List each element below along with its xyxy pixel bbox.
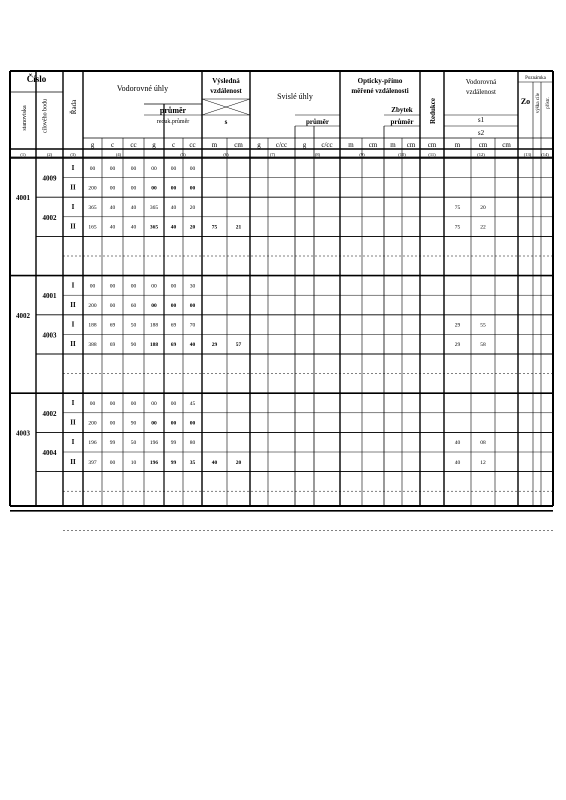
angle-cc: 00 [130,401,137,407]
header-merene: měřené vzdálenosti [351,87,409,95]
angle-g: 200 [88,303,97,309]
header-vodorovna-vzdalenost: vzdálenost [466,88,496,96]
angle-g: 188 [88,322,97,329]
mean-cc: 45 [189,401,196,407]
column-number: (8) [314,152,321,157]
header-prumer-zbytek: průměr [390,118,414,126]
mean-cc: 70 [189,322,196,329]
mean-g: 188 [149,342,159,349]
station-number: 4001 [16,194,30,203]
header-vodorovna: Vodorovná [465,78,497,86]
rada-label: II [70,457,76,466]
angle-cc: 50 [130,440,137,447]
s2-cm: 58 [480,342,486,349]
column-number: (11) [428,152,436,157]
mean-c: 69 [170,342,177,349]
unit-label: m [390,141,396,149]
header-vodorovne-uhly: Vodorovné úhly [116,84,169,93]
mean-c: 00 [170,420,177,427]
unit-label: cm [427,141,437,149]
header-s1: s1 [477,116,485,124]
mean-cc: 00 [189,303,196,309]
target-number: 4003 [42,331,57,340]
rada-label: I [71,203,75,211]
angle-c: 40 [109,205,116,211]
mean-g: 00 [151,303,157,309]
s2-m: 75 [454,224,461,231]
column-number: (3) [70,152,76,157]
header-prumer: průměr [159,106,187,115]
angle-cc: 90 [130,420,137,427]
header-stanovisko: stanoviska [22,105,28,131]
rada-label: II [70,183,76,192]
unit-label: g [257,141,261,149]
s1-cm: 20 [480,205,486,211]
header-zo: Zo [520,97,531,106]
distance-cm: 57 [235,342,242,349]
column-number: (5) [180,152,186,157]
target-number: 4002 [42,213,57,222]
mean-c: 40 [170,224,177,231]
column-number: (13) [523,152,532,157]
unit-label: c [110,141,115,149]
mean-cc: 00 [189,185,196,192]
angle-c: 00 [109,283,116,290]
s2-cm: 22 [480,224,486,231]
mean-cc: 40 [189,342,196,349]
target-number: 4004 [42,449,57,457]
distance-m: 75 [211,224,218,231]
column-number: (14) [541,152,549,157]
column-number: (1) [20,152,26,157]
mean-c: 00 [170,303,177,309]
distance-m: 29 [211,342,218,349]
mean-g: 00 [151,185,157,192]
mean-g: 188 [149,322,159,329]
mean-c: 00 [170,283,177,290]
header-reduk-prumer: reduk.průměr [156,119,190,125]
mean-c: 99 [170,459,177,466]
angle-g: 165 [88,224,97,231]
mean-cc: 35 [189,459,196,466]
column-number: (12) [477,152,485,157]
s1-m: 75 [454,205,461,211]
target-number: 4009 [42,174,57,183]
rada-label: I [71,281,75,290]
unit-label: cc [189,141,196,149]
mean-g: 00 [151,420,157,427]
unit-label: c/cc [321,141,333,149]
station-number: 4002 [16,311,30,320]
unit-label: cm [368,141,378,149]
angle-g: 397 [88,459,97,466]
distance-cm: 20 [235,459,242,466]
angle-c: 00 [109,165,116,172]
angle-c: 69 [109,322,116,329]
target-number: 4002 [42,409,57,418]
unit-label: c [171,141,176,149]
mean-g: 196 [149,440,159,447]
angle-cc: 90 [130,342,137,349]
unit-label: g [90,141,95,149]
mean-g: 196 [149,459,159,466]
rada-label: I [71,320,75,329]
angle-g: 365 [88,205,97,211]
unit-label: cm [478,141,488,149]
s1-cm: 55 [480,322,486,329]
s2-m: 40 [454,459,461,466]
mean-c: 40 [170,205,177,211]
angle-g: 388 [88,342,97,349]
unit-label: cm [234,141,243,149]
angle-g: 200 [88,420,97,427]
mean-g: 00 [151,283,157,290]
header-prumer-svisle: průměr [306,118,329,126]
angle-cc: 00 [130,283,137,290]
header-redukce: Redukce [429,97,437,125]
unit-label: cm [502,141,511,149]
mean-cc: 20 [189,205,196,211]
mean-g: 365 [149,224,159,231]
mean-g: 365 [149,205,159,211]
angle-c: 00 [109,185,116,192]
angle-c: 40 [109,224,116,231]
column-number: (6) [223,152,229,157]
header-vzdalenost: vzdálenost [210,87,242,95]
s1-cm: 08 [480,440,486,447]
mean-c: 00 [170,165,177,172]
header-poznamka: Poznámka [525,76,546,81]
angle-c: 00 [109,420,116,427]
mean-c: 00 [170,401,177,407]
angle-g: 00 [89,283,96,290]
angle-g: 00 [89,165,96,172]
angle-cc: 40 [130,224,137,231]
header-s: s [224,118,228,126]
unit-label: m [211,141,218,149]
mean-c: 00 [170,185,177,192]
header-cilovy-bod: cílového bodu [42,98,49,134]
mean-c: 99 [170,440,177,447]
unit-label: m [454,141,461,149]
unit-label: cm [406,141,416,149]
angle-cc: 50 [130,322,137,329]
s1-m: 40 [454,440,461,447]
angle-cc: 00 [130,185,137,192]
rada-label: I [71,163,75,172]
column-number: (9) [359,152,365,157]
header-cislo: Číslo [26,74,47,84]
s2-cm: 12 [480,459,486,466]
mean-c: 69 [170,322,177,329]
angle-g: 196 [88,440,97,447]
mean-g: 00 [151,165,157,172]
unit-label: g [152,141,156,149]
column-number: (10) [398,152,406,157]
unit-label: cc [130,141,137,149]
header-rada: Řada [70,99,78,115]
distance-m: 40 [211,459,218,466]
rada-label: II [70,301,76,309]
angle-cc: 40 [130,205,137,211]
rada-label: I [71,438,75,447]
angle-g: 00 [89,401,96,407]
header-vyska-cile: výška cíle [536,92,541,114]
angle-c: 99 [109,440,116,447]
rada-label: I [71,399,75,407]
angle-c: 00 [109,303,116,309]
s2-m: 29 [454,342,461,349]
angle-c: 00 [109,401,116,407]
header-svisle-uhly: Svislé úhly [277,92,313,101]
rada-label: II [70,418,76,427]
column-number: (7) [269,152,276,157]
header-vysledna: Výsledná [212,77,240,85]
s1-m: 29 [454,322,461,329]
rada-label: II [70,340,76,349]
mean-cc: 30 [189,283,196,290]
header-zbytek: Zbytek [391,106,413,114]
angle-cc: 10 [130,459,137,466]
column-number: (4) [115,152,122,157]
angle-c: 69 [109,342,116,349]
angle-cc: 00 [130,165,137,172]
mean-cc: 80 [189,440,196,447]
mean-cc: 20 [189,224,196,231]
header-s2: s2 [477,129,485,137]
header-pristroj: přístr. [546,97,551,109]
rada-label: II [70,222,76,231]
unit-label: m [348,141,354,149]
header-opticky: Opticky-přímo [357,77,403,85]
angle-g: 200 [88,185,97,192]
column-number: (2) [46,152,53,157]
target-number: 4001 [42,292,57,301]
unit-label: c/cc [275,141,288,149]
station-number: 4003 [16,429,30,438]
mean-cc: 00 [189,165,196,172]
mean-cc: 00 [189,420,196,427]
unit-label: g [302,141,307,149]
angle-cc: 60 [130,303,137,309]
mean-g: 00 [151,401,157,407]
distance-cm: 21 [235,224,242,231]
angle-c: 00 [109,459,116,466]
